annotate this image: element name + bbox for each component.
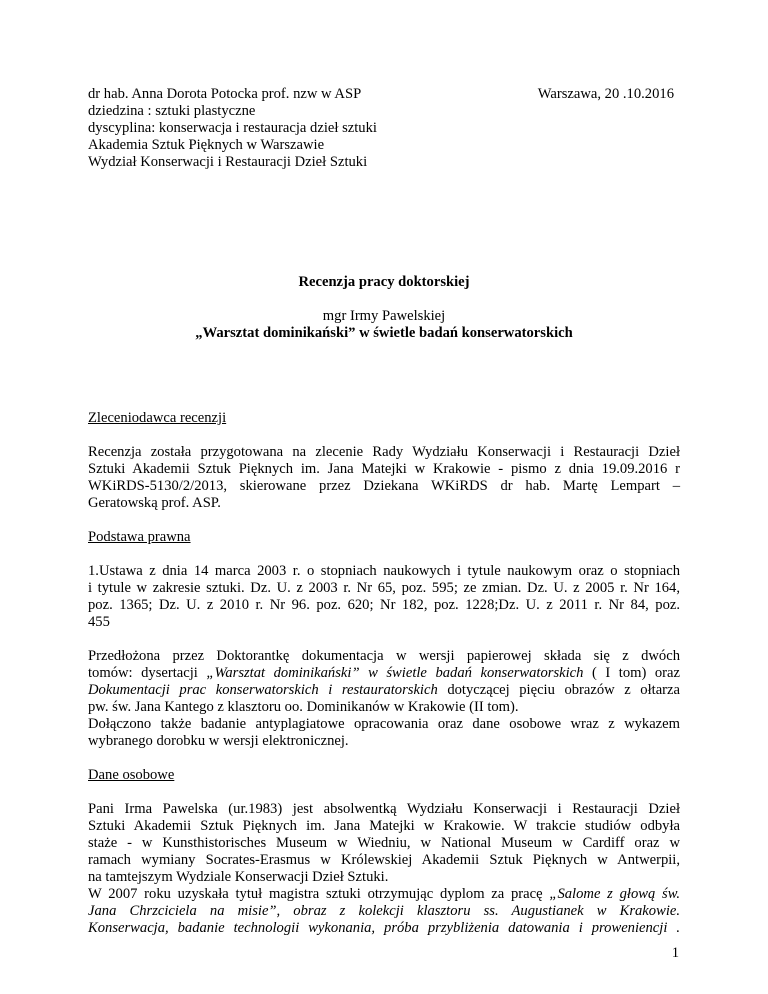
paragraph-line: Sztuki Akademii Sztuk Pięknych im. Jana Matejki w Krakowie. W trakcie studiów odbyła [88, 818, 680, 834]
paragraph-commission [88, 444, 680, 512]
paragraph-line [88, 682, 680, 699]
paragraph-line: Geratowską prof. ASP. [88, 495, 221, 511]
italic-thesis-title: „Warsztat dominikański” w świetle badań konserwatorskich [206, 665, 584, 681]
review-title: Recenzja pracy doktorskiej [298, 274, 470, 290]
paragraph-line: Sztuki Akademii Sztuk Pięknych im. Jana Matejki w Krakowie - pismo z dnia 19.09.2016 r [88, 461, 680, 477]
text-run: W 2007 roku uzyskała tytuł magistra sztuki otrzymując dyplom za pracę [88, 886, 550, 902]
author-name: dr hab. Anna Dorota Potocka prof. nzw w ASP [88, 86, 362, 102]
paragraph-line: WKiRDS-5130/2/2013, skierowane przez Dziekana WKiRDS dr hab. Martę Lempart – [88, 478, 680, 494]
author-field: dziedzina : sztuki plastyczne [88, 103, 256, 119]
paragraph-line: Jana Chrzciciela na misie”, obraz z kolekcji klasztoru ss. Augustianek w Krakowie. [88, 903, 680, 919]
place-and-date: Warszawa, 20 .10.2016 [537, 86, 674, 102]
text-run: dotyczącej pięciu obrazów z ołtarza [437, 682, 680, 698]
paragraph-line: na tamtejszym Wydziale Konserwacji Dzieł Sztuki. [88, 869, 389, 885]
paragraph-line: wybranego dorobku w wersji elektronicznej. [88, 733, 349, 749]
candidate-name: mgr Irmy Pawelskiej [322, 308, 446, 324]
paragraph-line: Przedłożona przez Doktorantkę dokumentacja w wersji papierowej składa się z dwóch [88, 648, 680, 664]
paragraph-line: staże - w Kunsthistorisches Museum w Wiedniu, w National Museum w Cardiff oraz w [88, 835, 680, 851]
paragraph-attachments [88, 716, 680, 750]
thesis-title: „Warsztat dominikański” w świetle badań konserwatorskich [195, 325, 573, 341]
italic-diploma-title: „Salome z głową św. [549, 886, 680, 902]
paragraph-line: Dołączono także badanie antyplagiatowe opracowania oraz dane osobowe wraz z wykazem [88, 716, 680, 732]
paragraph-line: i tytule w zakresie sztuki. Dz. U. z 2003 r. Nr 65, poz. 595; ze zmian. Dz. U. z 2005 r. Nr 164, [88, 580, 680, 596]
paragraph-documentation [88, 648, 680, 716]
text-run: tomów: dysertacji [88, 665, 207, 681]
paragraph-line: pw. św. Jana Kantego z klasztoru oo. Dominikanów w Krakowie (II tom). [88, 699, 519, 715]
paragraph-line: Pani Irma Pawelska (ur.1983) jest absolwentką Wydziału Konserwacji i Restauracji Dzieł [88, 801, 680, 817]
author-discipline: dyscyplina: konserwacja i restauracja dzieł sztuki [88, 120, 377, 136]
paragraph-legal-basis [88, 563, 680, 631]
paragraph-line: poz. 1365; Dz. U. z 2010 r. Nr 96. poz. 620; Nr 182, poz. 1228;Dz. U. z 2011 r. Nr 84, poz. [88, 597, 680, 613]
paragraph-diploma [88, 886, 680, 937]
section-heading-legal-basis: Podstawa prawna [88, 529, 191, 545]
paragraph-line: Konserwacja, badanie technologii wykonania, próba przybliżenia datowania i proweniencji . [88, 920, 680, 936]
text-run: ( I tom) oraz [583, 665, 680, 681]
paragraph-line: Recenzja została przygotowana na zlecenie Rady Wydziału Konserwacji i Restauracji Dzieł [88, 444, 680, 460]
author-academy: Akademia Sztuk Pięknych w Warszawie [88, 137, 325, 153]
author-faculty: Wydział Konserwacji i Restauracji Dzieł Sztuki [88, 154, 368, 170]
paragraph-line: 1.Ustawa z dnia 14 marca 2003 r. o stopniach naukowych i tytule naukowym oraz o stopniach [88, 563, 680, 579]
section-heading-commissioner: Zleceniodawca recenzji [88, 410, 227, 426]
paragraph-line [88, 665, 680, 682]
italic-documentation-title: Dokumentacji prac konserwatorskich i restauratorskich [88, 682, 438, 698]
paragraph-line [88, 886, 680, 903]
paragraph-line: ramach wymiany Socrates-Erasmus w Królewskiej Akademii Sztuk Pięknych w Antwerpii, [88, 852, 680, 868]
paragraph-personal-data [88, 801, 680, 886]
section-heading-personal-data: Dane osobowe [88, 767, 175, 783]
page-number: 1 [671, 945, 679, 961]
author-block [88, 86, 508, 171]
paragraph-line: 455 [88, 614, 110, 630]
